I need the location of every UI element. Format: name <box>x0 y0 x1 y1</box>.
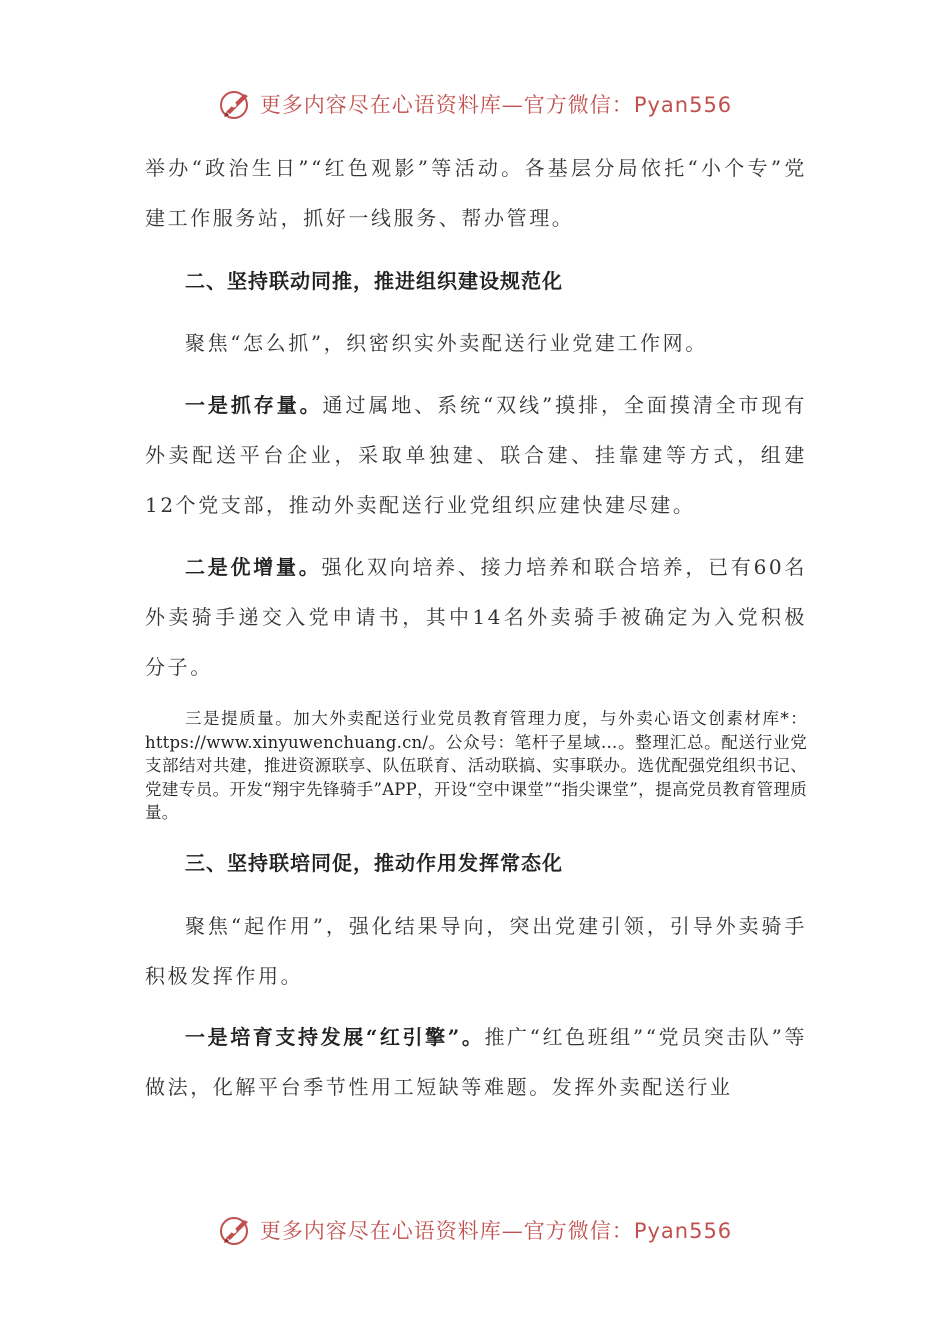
footer-text: 更多内容尽在心语资料库—官方微信：Pyan556 <box>259 1219 733 1243</box>
paragraph-4-lead: 二是优增量。 <box>185 555 322 579</box>
paragraph-3 <box>145 380 807 530</box>
paragraph-2: 聚焦“怎么抓”，织密织实外卖配送行业党建工作网。 <box>185 331 708 355</box>
header-banner <box>0 82 950 126</box>
footer-wechat-id: Pyan556 <box>633 1219 733 1243</box>
pen-logo-icon <box>218 86 254 122</box>
paragraph-5: 三是提质量。加大外卖配送行业党员教育管理力度，与外卖心语文创素材库*：https://www.xinyuwenchuang.cn/。公众号：笔杆子星域…。整理汇总。配送行业党支部结对共建，推进资源联享、队伍联育、活动联搞、实事联办。选优配强党组织书记、党建专员。开发“翔宇先锋骑手”APP，开设“空中课堂”“指尖课堂”，提高党员教育管理质量。 <box>145 709 807 822</box>
paragraph-4 <box>145 542 807 692</box>
pen-logo-icon <box>218 1212 254 1248</box>
section-heading-3: 三、坚持联培同促，推动作用发挥常态化 <box>185 851 563 875</box>
paragraph-7-lead: 一是培育支持发展“红引擎”。 <box>185 1025 485 1049</box>
paragraph-1: 举办“政治生日”“红色观影”等活动。各基层分局依托“小个专”党建工作服务站，抓好一线服务、帮办管理。 <box>145 156 807 230</box>
paragraph-3-lead: 一是抓存量。 <box>185 393 323 417</box>
header-wechat-id: Pyan556 <box>633 93 733 117</box>
paragraph-4-text: 强化双向培养、接力培养和联合培养，已有60名外卖骑手递交入党申请书，其中14名外卖骑手被确定为入党积极分子。 <box>145 555 807 679</box>
paragraph-3-text: 通过属地、系统“双线”摸排，全面摸清全市现有外卖配送平台企业，采取单独建、联合建、挂靠建等方式，组建12个党支部，推动外卖配送行业党组织应建快建尽建。 <box>145 393 807 517</box>
paragraph-6: 聚焦“起作用”，强化结果导向，突出党建引领，引导外卖骑手积极发挥作用。 <box>145 914 807 988</box>
paragraph-7-text: 推广“红色班组”“党员突击队”等做法，化解平台季节性用工短缺等难题。发挥外卖配送行业 <box>145 1025 807 1099</box>
paragraph-7 <box>145 1012 807 1112</box>
footer-banner <box>0 1208 950 1252</box>
header-text: 更多内容尽在心语资料库—官方微信：Pyan556 <box>259 93 733 117</box>
section-heading-2: 二、坚持联动同推，推进组织建设规范化 <box>185 269 563 293</box>
